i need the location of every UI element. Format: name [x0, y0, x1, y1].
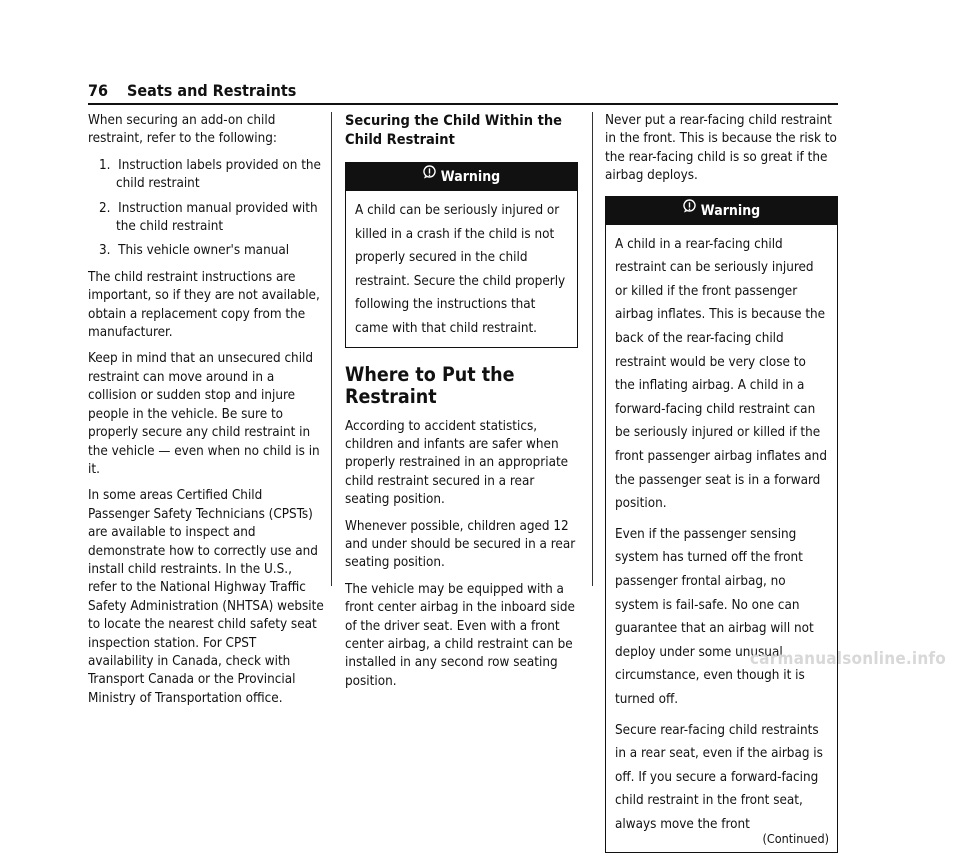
warning-icon: [423, 161, 436, 189]
column-1: [88, 112, 324, 716]
watermark-logo: [626, 648, 946, 670]
list-item: 3. This vehicle owner's manual: [99, 243, 290, 259]
warning-header: [606, 197, 837, 225]
body-paragraph: Keep in mind that an unsecured child restraint can move around in a collision or sudden stop and injure people in the vehicle. Be sure to properly secure any child restraint in the vehicle — even when no child is in it.: [88, 351, 320, 477]
body-paragraph: In some areas Certified Child Passenger Safety Technicians (CPSTs) are available to inspect and demonstrate how to correctly use and install child restraints. In the U.S., refer to the National Highway Traffic Safety Administration (NHTSA) website to locate the nearest child safety seat inspection station. For CPST availability in Canada, check with Transport Canada or the Provincial Ministry of Transportation office.: [88, 488, 324, 706]
continued-label: (Continued): [762, 831, 829, 847]
body-paragraph: According to accident statistics, children and infants are safer when properly restrained in an appropriate child restraint secured in a rear seating position.: [345, 418, 569, 508]
warning-paragraph: Even if the passenger sensing system has turned off the front passenger frontal airbag, no system is fail-safe. No one can guarantee that an airbag will not deploy under some unusual circumstance, even though it is turned off.: [615, 526, 814, 707]
warning-paragraph: A child in a rear-facing child restraint can be seriously injured or killed if the front passenger airbag inflates. This is because the back of the rear-facing child restraint would be very close to the inflating airbag. A child in a forward-facing child restraint can be seriously injured or killed if the front passenger airbag inflates and the passenger seat is in a forward position.: [615, 236, 827, 512]
body-paragraph: Never put a rear-facing child restraint in the front. This is because the risk to the rear-facing child is so great if the airbag deploys.: [605, 113, 837, 184]
page-header: [88, 82, 296, 100]
section-title: Seats and Restraints: [127, 81, 297, 100]
warning-text: A child can be seriously injured or killed in a crash if the child is not properly secured in the child restraint. Secure the child properly following the instructions that came with that child restraint.: [355, 203, 566, 336]
warning-body: [346, 191, 577, 347]
section-heading: Where to Put the Restraint: [345, 362, 515, 408]
warning-box: [605, 196, 838, 853]
warning-title: Warning: [440, 169, 501, 185]
column-3: [605, 112, 838, 853]
warning-box: [345, 162, 578, 348]
reference-list: [88, 157, 324, 261]
body-paragraph: Whenever possible, children aged 12 and under should be secured in a rear seating position.: [345, 518, 576, 571]
warning-body: [606, 225, 837, 853]
list-item: 2. Instruction manual provided with the child restraint: [99, 200, 318, 235]
list-item: 1. Instruction labels provided on the child restraint: [99, 157, 321, 192]
column-divider: [592, 112, 593, 586]
warning-paragraph: Secure rear-facing child restraints in a rear seat, even if the airbag is off. If you secure a forward-facing child restraint in the front seat, always move the front: [615, 722, 823, 832]
warning-icon: [683, 195, 696, 223]
subheading: Securing the Child Within the Child Restraint: [345, 113, 562, 148]
header-rule: [88, 103, 838, 105]
body-paragraph: The child restraint instructions are important, so if they are not available, obtain a replacement copy from the manufacturer.: [88, 269, 320, 341]
column-2: [345, 112, 578, 699]
svg-text:carmanualsonline.info: carmanualsonline.info: [749, 649, 946, 669]
column-divider: [331, 112, 332, 586]
intro-paragraph: When securing an add-on child restraint, refer to the following:: [88, 113, 277, 147]
warning-header: [346, 163, 577, 191]
page-number: 76: [88, 81, 109, 100]
warning-title: Warning: [700, 202, 761, 219]
body-paragraph: The vehicle may be equipped with a front center airbag in the inboard side of the driver seat. Even with a front center airbag, a child restraint can be installed in any second row seating position.: [345, 581, 575, 689]
